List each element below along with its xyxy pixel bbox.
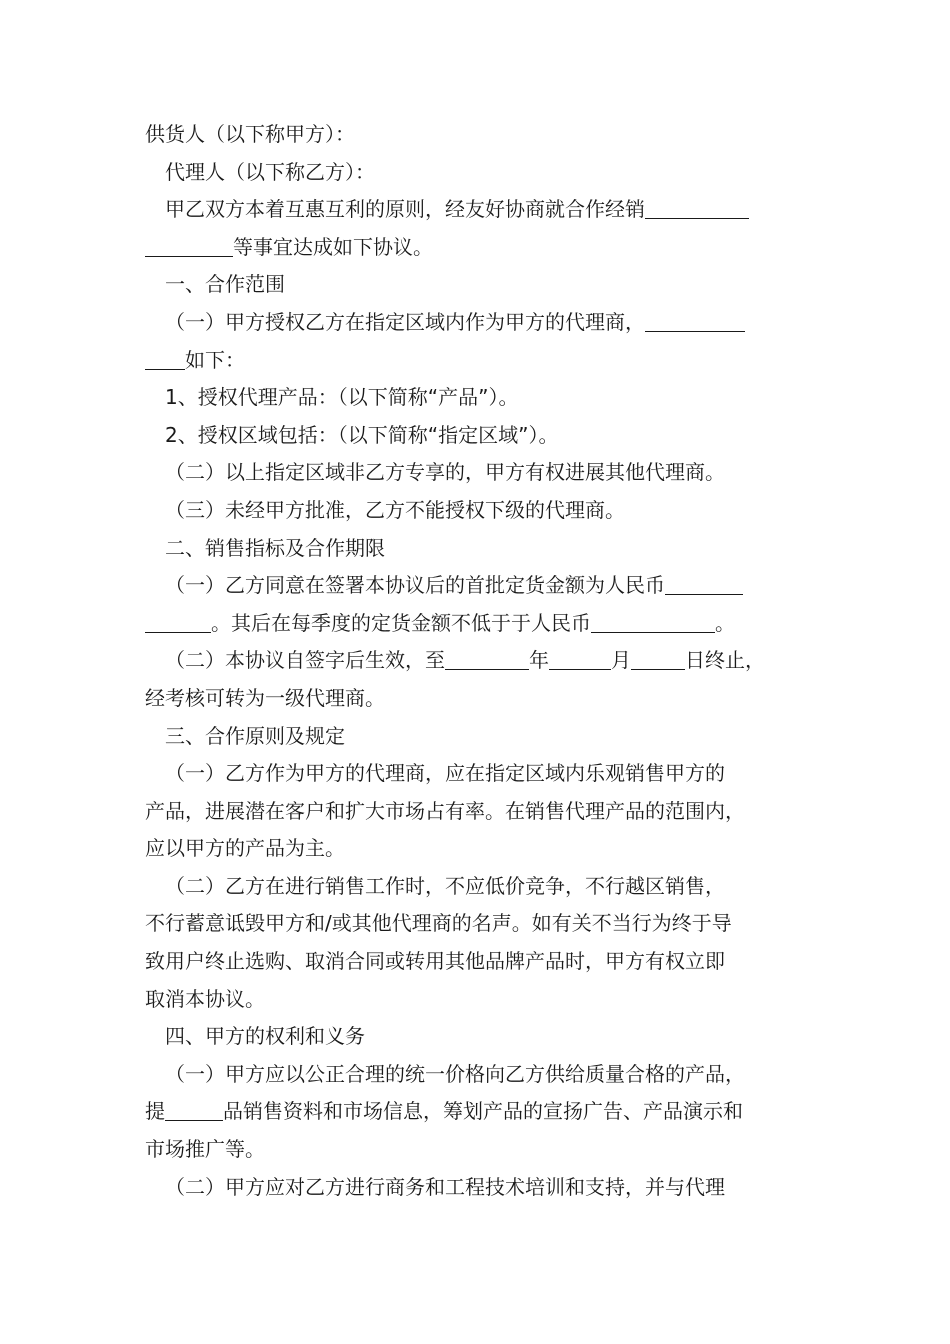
preamble-line-1 (145, 191, 810, 229)
clause-text: （一）甲方授权乙方在指定区域内作为甲方的代理商， (165, 309, 645, 334)
clause-text: 如下： (185, 347, 245, 372)
agent-line (145, 154, 810, 192)
blank-day (631, 647, 685, 670)
clause-4-1-line-2 (145, 1093, 810, 1131)
clause-4-2-line-1 (145, 1169, 810, 1207)
blank-first-order-1 (665, 572, 743, 595)
blank-quarterly-amount (591, 610, 715, 633)
section-2-heading (145, 530, 810, 568)
blank-month (549, 647, 611, 670)
clause-3-1-line-1 (145, 755, 810, 793)
contract-body (145, 116, 810, 1206)
clause-2-2-line-2 (145, 680, 810, 718)
item-text: 2、授权区域包括：（以下简称“指定区域”）。 (165, 422, 559, 447)
section-heading: 二、销售指标及合作期限 (165, 535, 385, 560)
clause-text: 经考核可转为一级代理商。 (145, 685, 385, 710)
preamble-text-2: 等事宜达成如下协议。 (233, 234, 433, 259)
preamble-line-2 (145, 229, 810, 267)
clause-text: （二）以上指定区域非乙方专享的，甲方有权进展其他代理商。 (165, 460, 725, 485)
agent-label: 代理人（以下称乙方）： (165, 159, 375, 184)
item-region (145, 417, 810, 455)
clause-3-1-line-2 (145, 793, 810, 831)
clause-text: （二）乙方在进行销售工作时，不应低价竞争，不行越区销售， (165, 873, 725, 898)
clause-4-1-line-3 (145, 1131, 810, 1169)
clause-text: （三）未经甲方批准，乙方不能授权下级的代理商。 (165, 497, 625, 522)
section-heading: 四、甲方的权利和义务 (165, 1024, 365, 1049)
clause-text: 。其后在每季度的定货金额不低于于人民币 (211, 610, 591, 635)
item-products (145, 379, 810, 417)
clause-1-3 (145, 492, 810, 530)
section-1-heading (145, 266, 810, 304)
clause-3-2-line-2 (145, 905, 810, 943)
clause-text: （二）本协议自签字后生效，至 (165, 648, 445, 673)
clause-text: （一）甲方应以公正合理的统一价格向乙方供给质量合格的产品， (165, 1061, 745, 1086)
blank-product-2 (145, 234, 233, 257)
section-3-heading (145, 718, 810, 756)
clause-3-2-line-1 (145, 868, 810, 906)
blank-agent-2 (145, 347, 185, 370)
clause-text: 不行蓄意诋毁甲方和/或其他代理商的名声。如有关不当行为终于导 (145, 911, 732, 936)
preamble-text: 甲乙双方本着互惠互利的原则，经友好协商就合作经销 (165, 197, 645, 222)
blank-provide (165, 1098, 223, 1121)
clause-2-2-line-1 (145, 642, 810, 680)
month-label: 月 (611, 648, 631, 673)
year-label: 年 (529, 648, 549, 673)
section-heading: 三、合作原则及规定 (165, 723, 345, 748)
blank-year (445, 647, 529, 670)
day-label: 日终止， (685, 648, 765, 673)
supplier-line (145, 116, 810, 154)
section-heading: 一、合作范围 (165, 272, 285, 297)
clause-text: 品销售资料和市场信息，筹划产品的宣扬广告、产品演示和 (223, 1099, 743, 1124)
clause-text: 。 (715, 610, 735, 635)
supplier-label: 供货人（以下称甲方）： (145, 122, 355, 146)
blank-product-1 (645, 196, 749, 219)
clause-2-1-line-2 (145, 605, 810, 643)
clause-text: 产品，进展潜在客户和扩大市场占有率。在销售代理产品的范围内， (145, 798, 745, 823)
clause-text: 致用户终止选购、取消合同或转用其他品牌产品时，甲方有权立即 (145, 949, 725, 974)
clause-3-2-line-3 (145, 943, 810, 981)
clause-text: 提 (145, 1099, 165, 1124)
clause-1-2 (145, 454, 810, 492)
clause-2-1-line-1 (145, 567, 810, 605)
clause-3-2-line-4 (145, 981, 810, 1019)
clause-text: 市场推广等。 (145, 1137, 265, 1162)
clause-text: 应以甲方的产品为主。 (145, 836, 345, 861)
section-4-heading (145, 1018, 810, 1056)
clause-3-1-line-3 (145, 830, 810, 868)
clause-1-1-line-1 (145, 304, 810, 342)
clause-text: （一）乙方同意在签署本协议后的首批定货金额为人民币 (165, 573, 665, 598)
clause-text: 取消本协议。 (145, 986, 265, 1011)
item-text: 1、授权代理产品：（以下简称“产品”）。 (165, 385, 519, 410)
blank-first-order-2 (145, 610, 211, 633)
blank-agent-1 (645, 309, 745, 332)
clause-text: （一）乙方作为甲方的代理商，应在指定区域内乐观销售甲方的 (165, 761, 725, 786)
clause-4-1-line-1 (145, 1056, 810, 1094)
clause-text: （二）甲方应对乙方进行商务和工程技术培训和支持，并与代理 (165, 1174, 725, 1199)
clause-1-1-line-2 (145, 342, 810, 380)
